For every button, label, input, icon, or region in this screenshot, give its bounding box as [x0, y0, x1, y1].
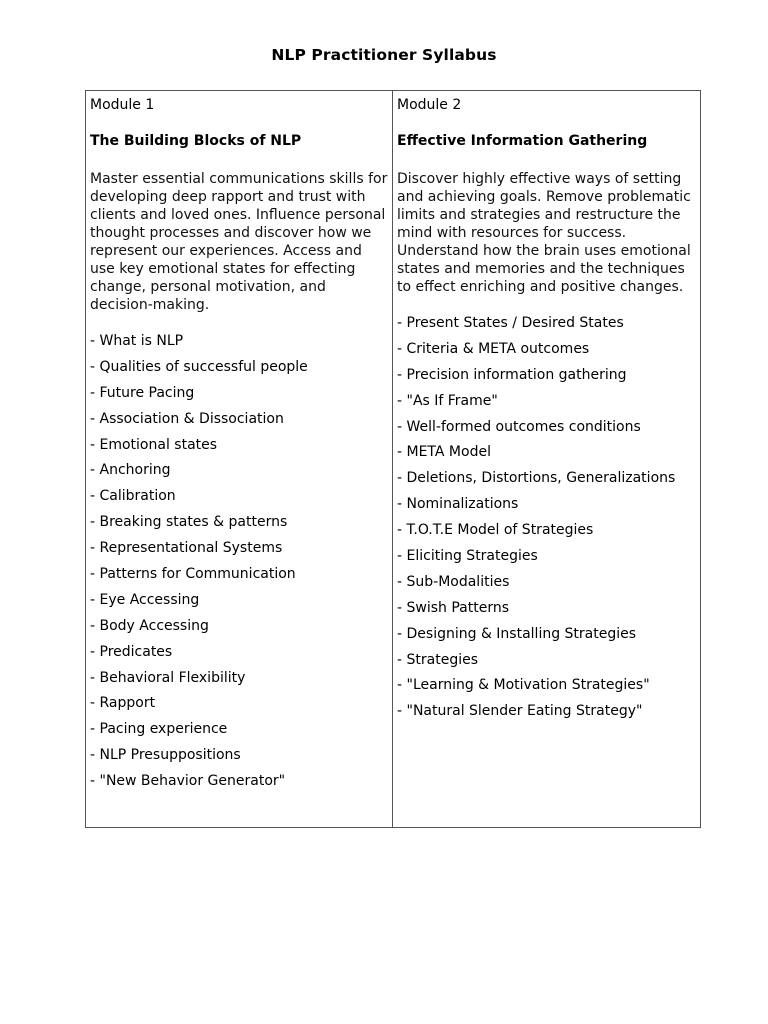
list-item: - What is NLP [90, 333, 184, 349]
module-1-topic-list [90, 332, 388, 790]
module-2-topic-list [397, 314, 696, 720]
module-2-heading: Effective Information Gathering [397, 133, 648, 149]
list-item: - Anchoring [90, 462, 171, 479]
module-2-label: Module 2 [397, 97, 462, 113]
list-item: - Deletions, Distortions, Generalizations [397, 470, 676, 487]
list-item: - Representational Systems [90, 540, 283, 557]
list-item: - Body Accessing [90, 617, 209, 634]
list-item: - NLP Presuppositions [90, 747, 241, 764]
list-item: - Swish Patterns [397, 599, 510, 616]
list-item: - Precision information gathering [397, 366, 627, 383]
list-item: - Predicates [90, 643, 173, 660]
list-item: - Strategies [397, 651, 478, 668]
module-2-cell [393, 91, 701, 828]
list-item: - Emotional states [90, 436, 218, 453]
list-item: - Present States / Desired States [397, 315, 624, 331]
list-item: - T.O.T.E Model of Strategies [397, 522, 594, 539]
list-item: - Rapport [90, 695, 156, 712]
page-title: NLP Practitioner Syllabus [271, 46, 497, 64]
list-item: - Criteria & META outcomes [397, 340, 590, 357]
list-item: - META Model [397, 444, 491, 461]
list-item: - "As If Frame" [397, 392, 498, 409]
list-item: - Behavioral Flexibility [90, 669, 246, 686]
list-item: - Future Pacing [90, 384, 195, 401]
syllabus-table [85, 90, 701, 828]
list-item: - "New Behavior Generator" [90, 773, 286, 790]
list-item: - "Learning & Motivation Strategies" [397, 677, 650, 694]
module-1-label: Module 1 [90, 97, 155, 113]
list-item: - Patterns for Communication [90, 566, 296, 583]
module-1-heading: The Building Blocks of NLP [90, 133, 302, 149]
list-item: - Eye Accessing [90, 591, 200, 608]
module-1-cell [86, 91, 393, 828]
module-1-description: Master essential communications skills for developing deep rapport and trust with clients and loved ones. Influence personal thought processes and discover how we represent our experiences. Access and use key emotional states for effecting change, personal motivation, and decision-making. [90, 171, 388, 313]
list-item: - Breaking states & patterns [90, 514, 288, 531]
list-item: - Designing & Installing Strategies [397, 625, 637, 642]
list-item: - Nominalizations [397, 496, 519, 513]
list-item: - Pacing experience [90, 721, 228, 738]
module-2-description: Discover highly effective ways of setting and achieving goals. Remove problematic limits and strategies and restructure the mind with resources for success. Understand how the brain uses emotional states and memories and the techniques to effect enriching and positive changes. [397, 171, 691, 295]
list-item: - Well-formed outcomes conditions [397, 418, 641, 435]
list-item: - Sub-Modalities [397, 573, 510, 590]
list-item: - Calibration [90, 488, 176, 505]
list-item: - "Natural Slender Eating Strategy" [397, 703, 643, 720]
table-row [86, 91, 701, 828]
list-item: - Qualities of successful people [90, 358, 308, 375]
list-item: - Association & Dissociation [90, 410, 284, 427]
list-item: - Eliciting Strategies [397, 548, 538, 565]
